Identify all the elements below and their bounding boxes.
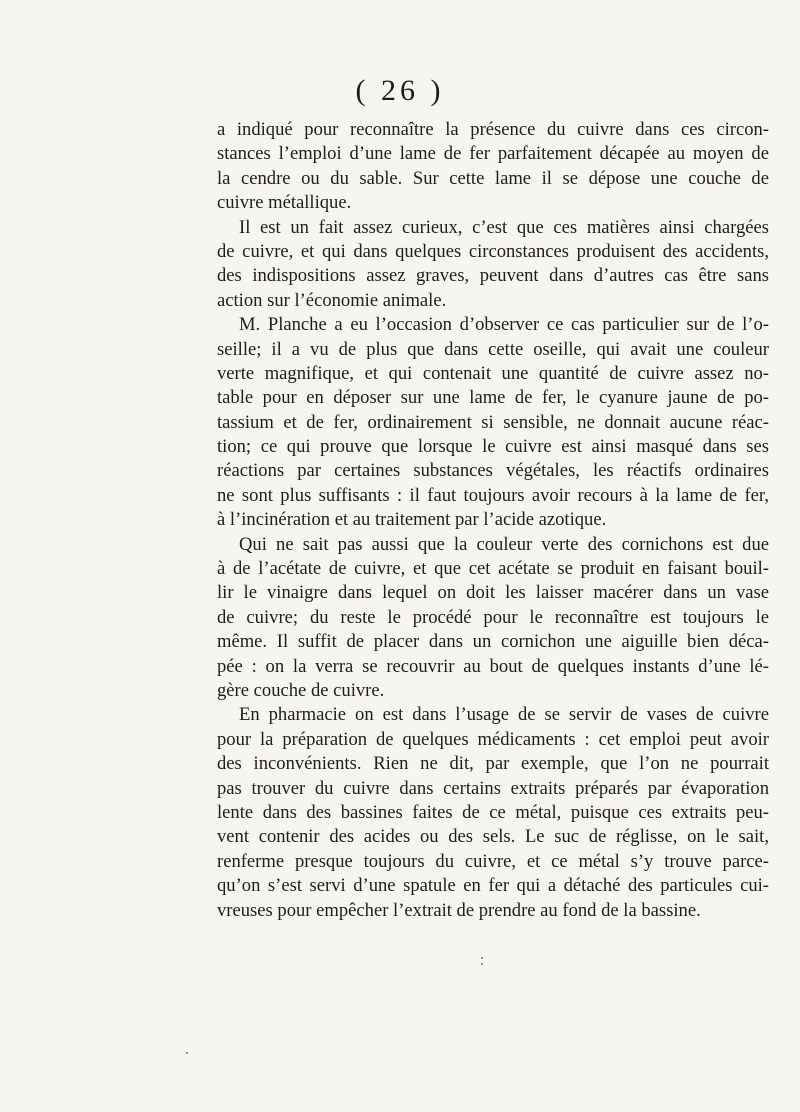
paragraph: [217, 216, 769, 314]
text-line: verte magnifique, et qui contenait une quantité de cuivre assez no-: [217, 362, 769, 384]
text-line: tion; ce qui prouve que lorsque le cuivre est ainsi masqué dans ses: [217, 436, 769, 458]
text-line: qu’on s’est servi d’une spatule en fer qui a détaché des particules cui-: [217, 875, 769, 897]
text-line: ne sont plus suffisants : il faut toujours avoir recours à la lame de fer,: [217, 484, 769, 506]
text-line: tassium et de fer, ordinairement si sensible, ne donnait aucune réac-: [217, 411, 769, 433]
text-line: seille; il a vu de plus que dans cette oseille, qui avait une couleur: [217, 338, 769, 360]
text-line: des indispositions assez graves, peuvent dans d’autres cas être sans: [217, 265, 769, 287]
text-line: même. Il suffit de placer dans un cornichon une aiguille bien déca-: [217, 631, 769, 653]
text-line: à de l’acétate de cuivre, et que cet acétate se produit en faisant bouil-: [217, 558, 769, 580]
text-line: pas trouver du cuivre dans certains extraits préparés par évaporation: [217, 777, 769, 799]
text-line: action sur l’économie animale.: [217, 289, 447, 311]
text-line: table pour en déposer sur une lame de fer, le cyanure jaune de po-: [217, 387, 769, 409]
text-line: Qui ne sait pas aussi que la couleur verte des cornichons est due: [239, 533, 769, 555]
text-line: renferme presque toujours du cuivre, et ce métal s’y trouve parce-: [217, 850, 769, 872]
paragraph: [217, 313, 769, 533]
text-line: lir le vinaigre dans lequel on doit les laisser macérer dans un vase: [217, 582, 769, 604]
text-line: de cuivre, et qui dans quelques circonstances produisent des accidents,: [217, 240, 769, 262]
text-line: M. Planche a eu l’occasion d’observer ce cas particulier sur de l’o-: [239, 314, 769, 336]
paragraph: [217, 533, 769, 704]
text-line: lente dans des bassines faites de ce métal, puisque ces extraits peu-: [217, 801, 769, 823]
text-line: pour la préparation de quelques médicaments : cet emploi peut avoir: [217, 728, 769, 750]
text-line: cuivre métallique.: [217, 192, 352, 214]
text-line: la cendre ou du sable. Sur cette lame il se dépose une couche de: [217, 167, 769, 189]
text-line: gère couche de cuivre.: [217, 679, 385, 701]
text-line: vreuses pour empêcher l’extrait de prendre au fond de la bassine.: [217, 899, 701, 921]
paper-speck: [186, 1052, 188, 1054]
paper-speck: [481, 963, 483, 965]
text-line: de cuivre; du reste le procédé pour le reconnaître est toujours le: [217, 606, 769, 628]
page-number: ( 26 ): [355, 74, 445, 107]
text-line: à l’incinération et au traitement par l’acide azotique.: [217, 509, 607, 531]
text-line: Il est un fait assez curieux, c’est que ces matières ainsi chargées: [239, 216, 769, 238]
paper-speck: [481, 957, 483, 959]
text-line: réactions par certaines substances végétales, les réactifs ordinaires: [217, 460, 769, 482]
text-line: pée : on la verra se recouvrir au bout de quelques instants d’une lé-: [217, 655, 769, 677]
text-line: vent contenir des acides ou des sels. Le suc de réglisse, on le sait,: [217, 826, 769, 848]
text-line: a indiqué pour reconnaître la présence du cuivre dans ces circon-: [217, 119, 769, 140]
paragraph: [217, 118, 769, 216]
text-line: En pharmacie on est dans l’usage de se servir de vases de cuivre: [239, 704, 769, 726]
paragraph: [217, 703, 769, 923]
text-line: des inconvénients. Rien ne dit, par exemple, que l’on ne pourrait: [217, 753, 769, 775]
body-text: [217, 118, 769, 923]
text-line: stances l’emploi d’une lame de fer parfaitement décapée au moyen de: [217, 143, 769, 165]
